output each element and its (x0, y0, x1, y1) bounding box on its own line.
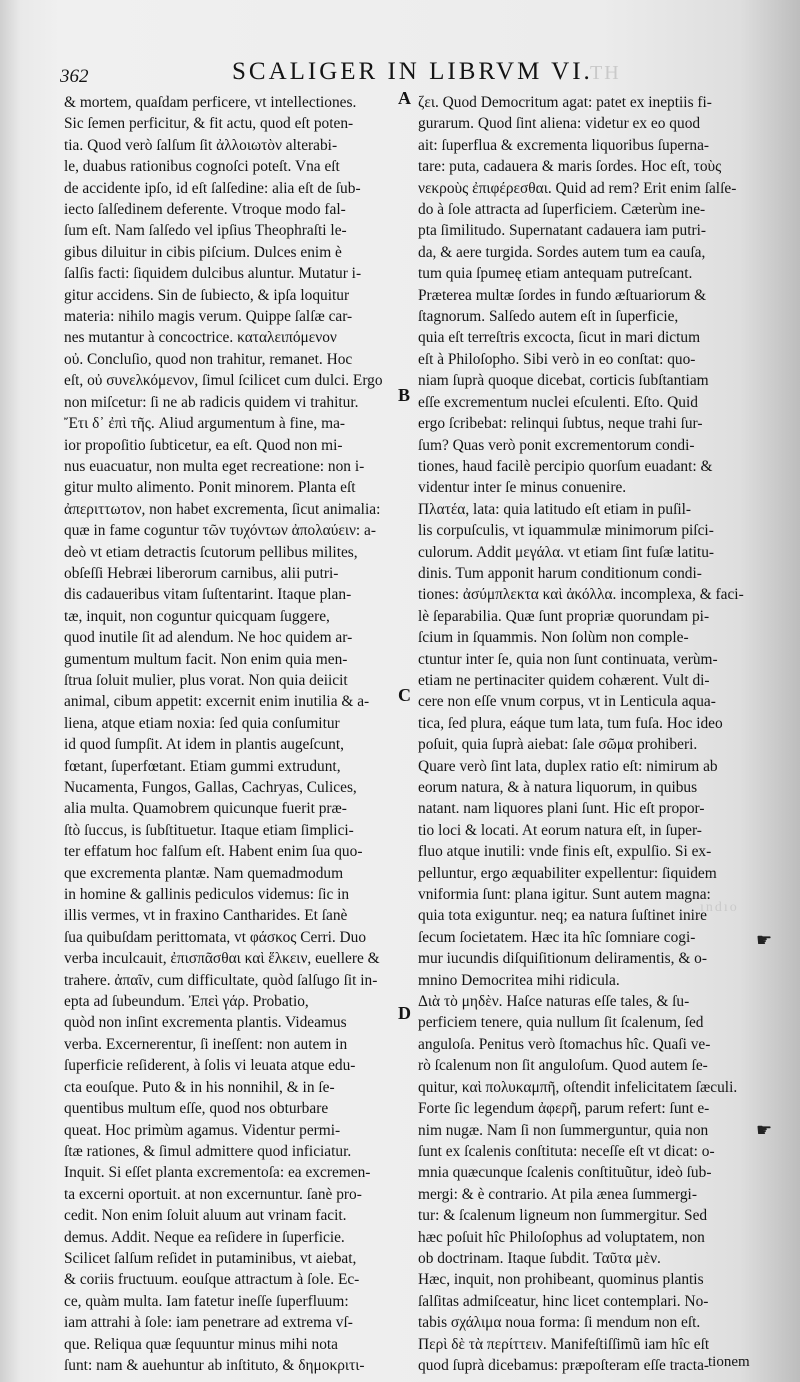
text-line: ſalſis facti: ſiquidem dulcibus aluntur. Mutatur i- (64, 265, 362, 283)
text-line: in homine & gallinis pediculos videmus: ſic in (64, 886, 350, 904)
text-line: videntur inter ſe minus conuenire. (418, 479, 627, 497)
text-line: & mortem, quaſdam perficere, vt intellectiones. (64, 94, 357, 111)
text-line: mur iucundis diſquiſitionum deliramentis, & o- (418, 950, 707, 968)
text-line: & coriis fructuum. eouſque attractum à ſole. Ec- (64, 1271, 360, 1289)
text-line: nes mutantur à concoctrice. καταλειπόμενον (64, 329, 337, 347)
text-line: niam ſuprà quoque dicebat, corticis ſubſtantiam (418, 372, 709, 390)
text-line: Διὰ τὸ μηδὲν. Haſce naturas eſſe tales, & ſu- (418, 993, 690, 1011)
left-column (64, 92, 394, 1376)
text-line: ſcium in ſquammis. Non ſolùm non comple- (418, 629, 689, 647)
text-line: gurarum. Quod ſint aliena: videtur ex eo quod (418, 115, 701, 133)
text-line: ter effatum hoc falſum eſt. Habent enim ſua quo- (64, 843, 363, 861)
text-line: tabis σχάλιμα noua forma: ſi mendum non eſt. (418, 1314, 701, 1332)
text-line: alia multa. Quamobrem quicunque fuerit præ- (64, 800, 347, 818)
text-line: quod inutile ſit ad alendum. Ne hoc quidem ar- (64, 629, 353, 647)
text-line: etiam ne pertinaciter quidem cohærent. Vult di- (418, 671, 710, 689)
text-line: pelluntur, ergo æquabiliter expellentur: ſiquidem (418, 864, 717, 882)
text-line: pta ſimilitudo. Supernatant cadauera iam putri- (418, 222, 707, 240)
text-line: Scilicet ſalſum reſidet in putaminibus, vt aiebat, (64, 1249, 357, 1267)
text-line: ſtrua ſoluit mulier, plus vorat. Non quia deiicit (64, 671, 348, 689)
text-line: eſt à Philoſopho. Sibi verò in eo conſtat: quo- (418, 350, 696, 368)
text-line: liena, atque etiam noxia: ſed quia conſumitur (64, 714, 340, 732)
text-line: gumentum multum facit. Non enim quia men- (64, 650, 348, 668)
text-line: Ἔτι δ᾽ ἐπὶ τῆς. Aliud argumentum à fine, ma- (64, 415, 346, 433)
text-line: ait: ſuperflua & excrementa liquoribus ſuperna- (418, 136, 710, 154)
text-line: Quare verò ſint lata, duplex ratio eſt: nimirum ab (418, 757, 718, 775)
text-line: fluo atque inutili: vnde finis eſt, expulſio. Si ex- (418, 843, 712, 861)
text-line: Forte ſic legendum ἀφερῆ, parum refert: ſunt e- (418, 1100, 710, 1118)
text-line: mnino Democritea mihi ridicula. (418, 971, 620, 989)
text-line: anguloſa. Penitus verò ſtomachus hîc. Quaſi ve- (418, 1035, 711, 1053)
text-line: deò vt etiam detractis ſcutorum pellibus milites, (64, 543, 358, 561)
text-line: hæc poſuit hîc Philoſophus ad voluptatem, non (418, 1228, 705, 1246)
text-line: obſeſſi Hebræi liberorum carnibus, alii putri- (64, 564, 339, 582)
running-head: SCALIGER IN LIBRVM VI. (232, 58, 593, 85)
text-line: non miſcetur: ſi ne ab radicis quidem vi trahitur. (64, 393, 359, 411)
catchword: tionem (708, 1354, 750, 1370)
text-line: tia. Quod verò ſalſum ſit ἀλλοιωτὸν alterabi- (64, 136, 338, 154)
margin-letter-d: D (398, 1003, 411, 1023)
text-line: quentibus multum eſſe, quod nos obturbare (64, 1100, 329, 1118)
text-line: Πλατέα, lata: quia latitudo eſt etiam in puſil- (418, 500, 692, 518)
text-line: Nucamenta, Fungos, Gallas, Cachryas, Culices, (64, 779, 357, 796)
text-line: da, & aere turgida. Sordes autem tum ea cauſa, (418, 243, 706, 261)
text-line: quod ſuprà dicebamus: præpoſteram eſſe tracta- (418, 1356, 710, 1374)
text-line: tum quia ſpumeę etiam antequam putreſcant. (418, 265, 693, 283)
text-line: que. Reliqua quæ ſequuntur minus mihi nota (64, 1335, 339, 1353)
text-line: epta ad ſubeundum. Ἐπεὶ γάρ. Probatio, (64, 993, 309, 1011)
text-line: Hæc, inquit, non prohibeant, quominus plantis (418, 1271, 704, 1289)
margin-letter-a: A (398, 88, 411, 108)
text-line: mergi: & è contrario. At pila ænea ſummergi- (418, 1185, 697, 1203)
text-line: materia: nihilo magis verum. Quippe ſalſæ car- (64, 308, 353, 326)
text-line: νεκροὺς ἐπιφέρεσθαι. Quid ad rem? Erit enim ſalſe- (418, 179, 737, 197)
text-line: tæ, inquit, non coguntur quicquam ſuggere, (64, 607, 330, 625)
text-line: Præterea multæ ſordes in fundo æſtuariorum & (418, 286, 707, 304)
text-line: Sic ſemen perficitur, & fit actu, quod eſt poten- (64, 115, 354, 133)
text-line: eſt, οὐ συνελκόμενον, ſimul ſcilicet cum dulci. Ergo (64, 372, 383, 390)
text-line: quitur, καὶ πολυκαμπῆ, oſtendit infelicitatem ſæculi. (418, 1078, 738, 1096)
text-line: verba. Excernerentur, ſi ineſſent: non autem in (64, 1035, 348, 1053)
text-line: ſecum ſocietatem. Hæc ita hîc ſomniare cogi- (418, 928, 696, 946)
text-line: ta excerni oportuit. at non excernuntur. ſanè pro- (64, 1185, 362, 1203)
text-line: cedit. Non enim ſoluit aluum aut vrinam facit. (64, 1207, 347, 1225)
text-line: tiones, haud facilè percipio quorſum euadant: & (418, 457, 713, 475)
show-through-text: ındıo (700, 900, 739, 915)
text-line: natant. nam liquores plani ſunt. Hic eſt propor- (418, 800, 705, 818)
text-line: iam attrahi à ſole: iam penetrare ad extrema vſ- (64, 1314, 353, 1332)
text-line: tiones: ἀσύμπλεκτα καὶ ἀκόλλα. incomplexa, & faci- (418, 586, 744, 604)
manicule-icon: ☛ (756, 930, 773, 950)
text-line: ſtò ſuccus, is ſubſtituetur. Itaque etiam ſimplici- (64, 821, 354, 839)
text-line: le, duabus rationibus cognoſci poteſt. Vna eſt (64, 158, 340, 176)
text-line: οὐ. Concluſio, quod non trahitur, remanet. Hoc (64, 350, 353, 368)
text-line: culorum. Addit μεγάλα. vt etiam ſint fuſæ latitu- (418, 543, 715, 561)
text-line: ἀπεριττωτον, non habet excrementa, ſicut animalia: (64, 500, 381, 518)
text-line: tio loci & locati. At eorum natura eſt, in ſuper- (418, 821, 702, 839)
text-line: ſunt ex ſcalenis conſtituta: neceſſe eſt vt dicat: o- (418, 1142, 715, 1160)
text-line: ζει. Quod Democritum agat: patet ex ineptiis fi- (418, 94, 712, 111)
show-through-text: TH (590, 62, 621, 84)
text-line: cere non eſſe vnum corpus, vt in Lenticula aqua- (418, 693, 716, 711)
margin-letter-b: B (398, 385, 411, 405)
text-line: poſuit, quia ſuprà aiebat: ſale σῶμα prohiberi. (418, 736, 698, 754)
text-line: ce, quàm multa. Iam fatetur ineſſe ſuperfluum: (64, 1292, 349, 1310)
text-line: quòd non inſint excrementa plantis. Videamus (64, 1014, 347, 1032)
text-line: gitur accidens. Sin de ſubiecto, & ipſa loquitur (64, 286, 350, 304)
text-line: id quod ſumpſit. At idem in plantis augeſcunt, (64, 736, 344, 754)
text-line: ſua quibuſdam perittomata, vt φάσκος Cerri. Duo (64, 928, 367, 946)
text-line: ſum eſt. Nam ſalſedo vel ipſius Theophraſti le- (64, 222, 347, 240)
text-line: rò ſcalenum non ſit anguloſum. Quod autem ſe- (418, 1057, 708, 1075)
text-line: eorum natura, & à natura liquorum, in quibus (418, 779, 698, 796)
text-line: ſunt: nam & auehuntur ab inſtituto, & δημοκριτι- (64, 1356, 365, 1374)
text-line: lè ſeparabilia. Quæ ſunt propriæ quorundam pi- (418, 607, 710, 625)
margin-letter-c: C (398, 685, 411, 705)
text-line: ctuntur inter ſe, quia non ſunt continuata, verùm- (418, 650, 718, 668)
manicule-icon: ☛ (756, 1120, 773, 1140)
text-line: ſtæ rationes, & ſimul admittere quod inficiatur. (64, 1142, 352, 1160)
text-line: dinis. Tum apponit harum conditionum condi- (418, 564, 702, 582)
text-line: do à ſole attracta ad ſuperficiem. Cæterùm ine- (418, 201, 706, 219)
text-line: eſſe excrementum nuclei eſculenti. Eſto. Quid (418, 393, 698, 411)
text-line: ſtagnorum. Salſedo autem eſt in ſuperficie, (418, 308, 679, 326)
text-line: mnia quæcunque ſcalenis conſtituũtur, ideò ſub- (418, 1164, 712, 1182)
text-line: gitur multo alimento. Ponit minorem. Planta eſt (64, 479, 356, 497)
text-line: gibus diluitur in cibis piſcium. Dulces enim è (64, 243, 342, 261)
text-line: tica, ſed plura, eáque tum lata, tum fuſa. Hoc ideo (418, 714, 723, 732)
text-line: Inquit. Si eſſet planta excrementoſa: ea excremen- (64, 1164, 371, 1182)
text-line: que excrementa plantæ. Nam quemadmodum (64, 864, 344, 882)
text-line: de accidente ipſo, id eſt ſalſedine: alia eſt de ſub- (64, 179, 361, 197)
text-line: lis corpuſculis, vt iquammulæ minimorum piſci- (418, 522, 714, 540)
text-line: perficiem tenere, quia nullum ſit ſcalenum, ſed (418, 1014, 704, 1032)
text-line: quia eſt terreſtris excocta, ſicut in mari dictum (418, 329, 701, 347)
text-line: ſalſitas admiſceatur, hinc licet contemplari. No- (418, 1292, 709, 1310)
text-line: ior propoſitio ſubticetur, ea eſt. Quod non mi- (64, 436, 343, 454)
text-line: ob doctrinam. Itaque ſubdit. Ταῦτα μὲν. (418, 1249, 661, 1267)
text-line: quia tota exiguntur. neq; ea natura ſuſtinet inire (418, 907, 707, 925)
text-line: animal, cibum appetit: excernit enim inutilia & a- (64, 693, 370, 711)
text-line: tur: & ſcalenum ligneum non ſummergitur. Sed (418, 1207, 708, 1225)
right-column (418, 92, 753, 1376)
text-line: illis vermes, vt in fraxino Cantharides. Et ſanè (64, 907, 348, 925)
text-line: queat. Hoc primùm agamus. Videntur permi- (64, 1121, 341, 1139)
page-number: 362 (60, 66, 89, 87)
text-line: ſuperficie reſiderent, à ſolis vi leuata atque edu- (64, 1057, 356, 1075)
text-line: ſum? Quas verò ponit excrementorum condi- (418, 436, 695, 454)
text-line: iecto ſalſedinem deferente. Vtroque modo fal- (64, 201, 346, 219)
text-line: demus. Addit. Neque ea reſidere in ſuperficie. (64, 1228, 345, 1246)
text-line: ergo ſcribebat: relinqui ſubtus, neque trahi ſur- (418, 415, 703, 433)
text-line: trahere. ἀπαῖν, cum difficultate, quòd ſalſugo ſit in- (64, 971, 378, 989)
text-line: Περὶ δὲ τὰ περίττειν. Manifeſtiſſimũ iam hîc eſt (418, 1335, 710, 1353)
text-line: nim nugæ. Nam ſi non ſummerguntur, quia non (418, 1121, 709, 1139)
text-line: dis cadaueribus vitam ſuſtentarint. Itaque plan- (64, 586, 352, 604)
text-line: tare: puta, cadauera & maris ſordes. Hoc eſt, τοὺς (418, 158, 722, 176)
text-line: verba inculcauit, ἐπισπᾶσθαι καὶ ἕλκειν, euellere & (64, 950, 380, 968)
text-line: cta eouſque. Puto & in his nonnihil, & in ſe- (64, 1078, 335, 1096)
text-line: vniformia ſunt: plana igitur. Sunt autem magna: (418, 886, 711, 904)
text-line: nus euacuatur, non multa eget recreatione: non i- (64, 457, 365, 475)
text-line: fœtant, ſuperfœtant. Etiam gummi extrudunt, (64, 757, 341, 775)
text-line: quæ in fame coguntur τῶν τυχόντων ἀπολαύειν: a- (64, 522, 376, 540)
